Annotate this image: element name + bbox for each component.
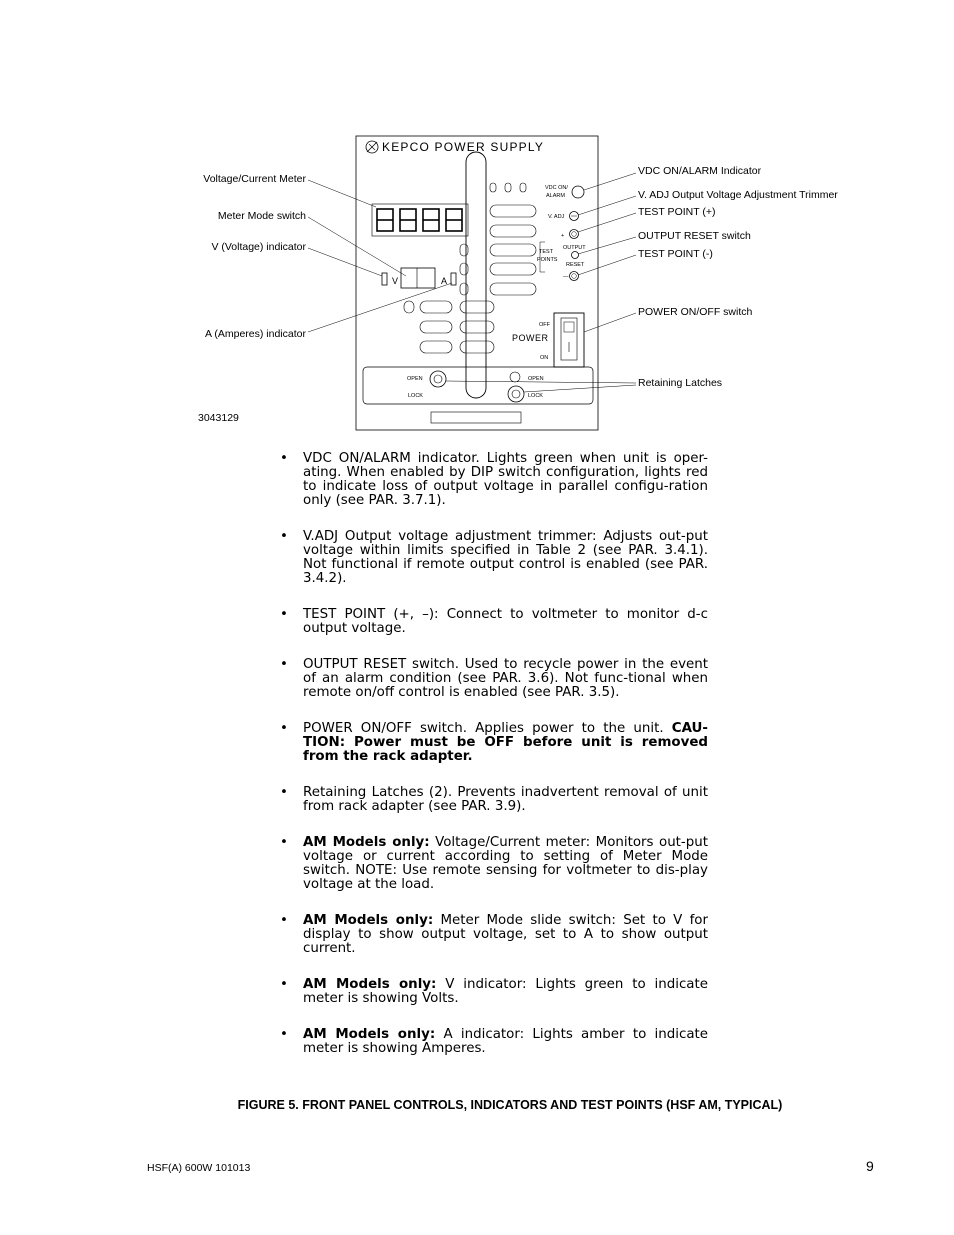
a-label: A	[441, 276, 448, 286]
on-label: ON	[540, 355, 549, 361]
callout-power-switch: POWER ON/OFF switch	[638, 306, 753, 318]
callout-v-adj: V. ADJ Output Voltage Adjustment Trimmer	[638, 189, 838, 201]
front-panel-figure	[0, 0, 954, 440]
panel-handle[interactable]	[466, 152, 486, 398]
test-point-minus[interactable]	[570, 272, 579, 281]
open-left-label: OPEN	[407, 376, 423, 382]
bullet-item: • AM Models only: Meter Mode slide switch: Set to V for display to show output voltage, set to A to show output current.	[280, 913, 708, 956]
bullet-item: • V.ADJ Output voltage adjustment trimmer: Adjusts out-put voltage within limits specified in Table 2 (see PAR. 3.4.1). Not functional if remote output control is enabled (see PAR. 3.4.2).	[280, 529, 708, 586]
callout-test-point-minus: TEST POINT (-)	[638, 248, 713, 260]
test-point-plus[interactable]	[570, 230, 579, 239]
latch-bar	[363, 367, 593, 404]
v-indicator	[382, 273, 387, 285]
bullet-item: • Retaining Latches (2). Prevents inadvertent removal of unit from rack adapter (see PAR. 3.9).	[280, 785, 708, 814]
lock-right-label: LOCK	[528, 393, 543, 399]
callout-voltage-current-meter: Voltage/Current Meter	[203, 173, 306, 185]
panel-title: KEPCO POWER SUPPLY	[382, 140, 545, 154]
reset-label: RESET	[566, 262, 585, 268]
footer-doc-id: HSF(A) 600W 101013	[147, 1162, 251, 1174]
callout-v-indicator: V (Voltage) indicator	[211, 241, 306, 253]
points-label: POINTS	[537, 257, 558, 263]
open-right-label: OPEN	[528, 376, 544, 382]
v-adj-label: V. ADJ	[548, 214, 565, 220]
callout-meter-mode-switch: Meter Mode switch	[217, 210, 306, 222]
callout-retaining-latches: Retaining Latches	[638, 377, 723, 389]
retaining-latch-right[interactable]	[508, 386, 524, 402]
vdc-on-alarm-indicator	[572, 186, 584, 198]
voltage-current-meter	[372, 204, 468, 236]
callout-a-indicator: A (Amperes) indicator	[205, 328, 306, 340]
meter-mode-switch[interactable]	[401, 268, 435, 288]
test-label: TEST	[539, 249, 554, 255]
power-on-off-switch[interactable]	[554, 313, 584, 367]
plus-label: +	[561, 233, 565, 239]
bullet-item: • AM Models only: Voltage/Current meter: Monitors out-put voltage or current according to setting of Meter Mode switch. NOTE: Use remote sensing for voltmeter to dis-play voltage at the load.	[280, 835, 709, 892]
vdc-on-label: VDC ON/	[545, 185, 568, 191]
minus-label: —	[563, 274, 569, 280]
off-label: OFF	[539, 322, 550, 328]
callout-test-point-plus: TEST POINT (+)	[638, 206, 716, 218]
retaining-latch-left[interactable]	[430, 371, 446, 387]
kepco-logo-icon	[366, 141, 378, 153]
page-number: 9	[866, 1158, 874, 1174]
callout-output-reset: OUTPUT RESET switch	[638, 230, 751, 242]
alarm-label: ALARM	[546, 193, 565, 199]
figure-caption: FIGURE 5. FRONT PANEL CONTROLS, INDICATORS AND TEST POINTS (HSF AM, TYPICAL)	[237, 1098, 783, 1112]
bullet-item: • AM Models only: V indicator: Lights green to indicate meter is showing Volts.	[280, 977, 708, 1006]
bullet-item: • POWER ON/OFF switch. Applies power to the unit. CAU-TION: Power must be OFF before unit is removed from the rack adapter.	[280, 721, 708, 764]
power-label: POWER	[512, 333, 549, 343]
output-label: OUTPUT	[563, 245, 586, 251]
bullet-item: • VDC ON/ALARM indicator. Lights green when unit is oper-ating. When enabled by DIP switch configuration, lights red to indicate loss of output voltage in parallel configu-ration only (see PAR. 3.7.1).	[280, 451, 708, 508]
bullet-list	[280, 452, 708, 1056]
v-label: V	[392, 276, 399, 286]
lock-left-label: LOCK	[408, 393, 423, 399]
callout-vdc-on-alarm: VDC ON/ALARM Indicator	[638, 165, 762, 177]
drawing-number: 3043129	[198, 412, 239, 424]
bullet-item: • AM Models only: A indicator: Lights amber to indicate meter is showing Amperes.	[280, 1027, 709, 1056]
bullet-item: • TEST POINT (+, –): Connect to voltmeter to monitor d-c output voltage.	[280, 607, 708, 636]
output-reset-switch[interactable]	[572, 252, 579, 259]
bullet-item: • OUTPUT RESET switch. Used to recycle power in the event of an alarm condition (see PAR. 3.6). Not func-tional when remote on/off control is enabled (see PAR. 3.5).	[280, 657, 708, 700]
